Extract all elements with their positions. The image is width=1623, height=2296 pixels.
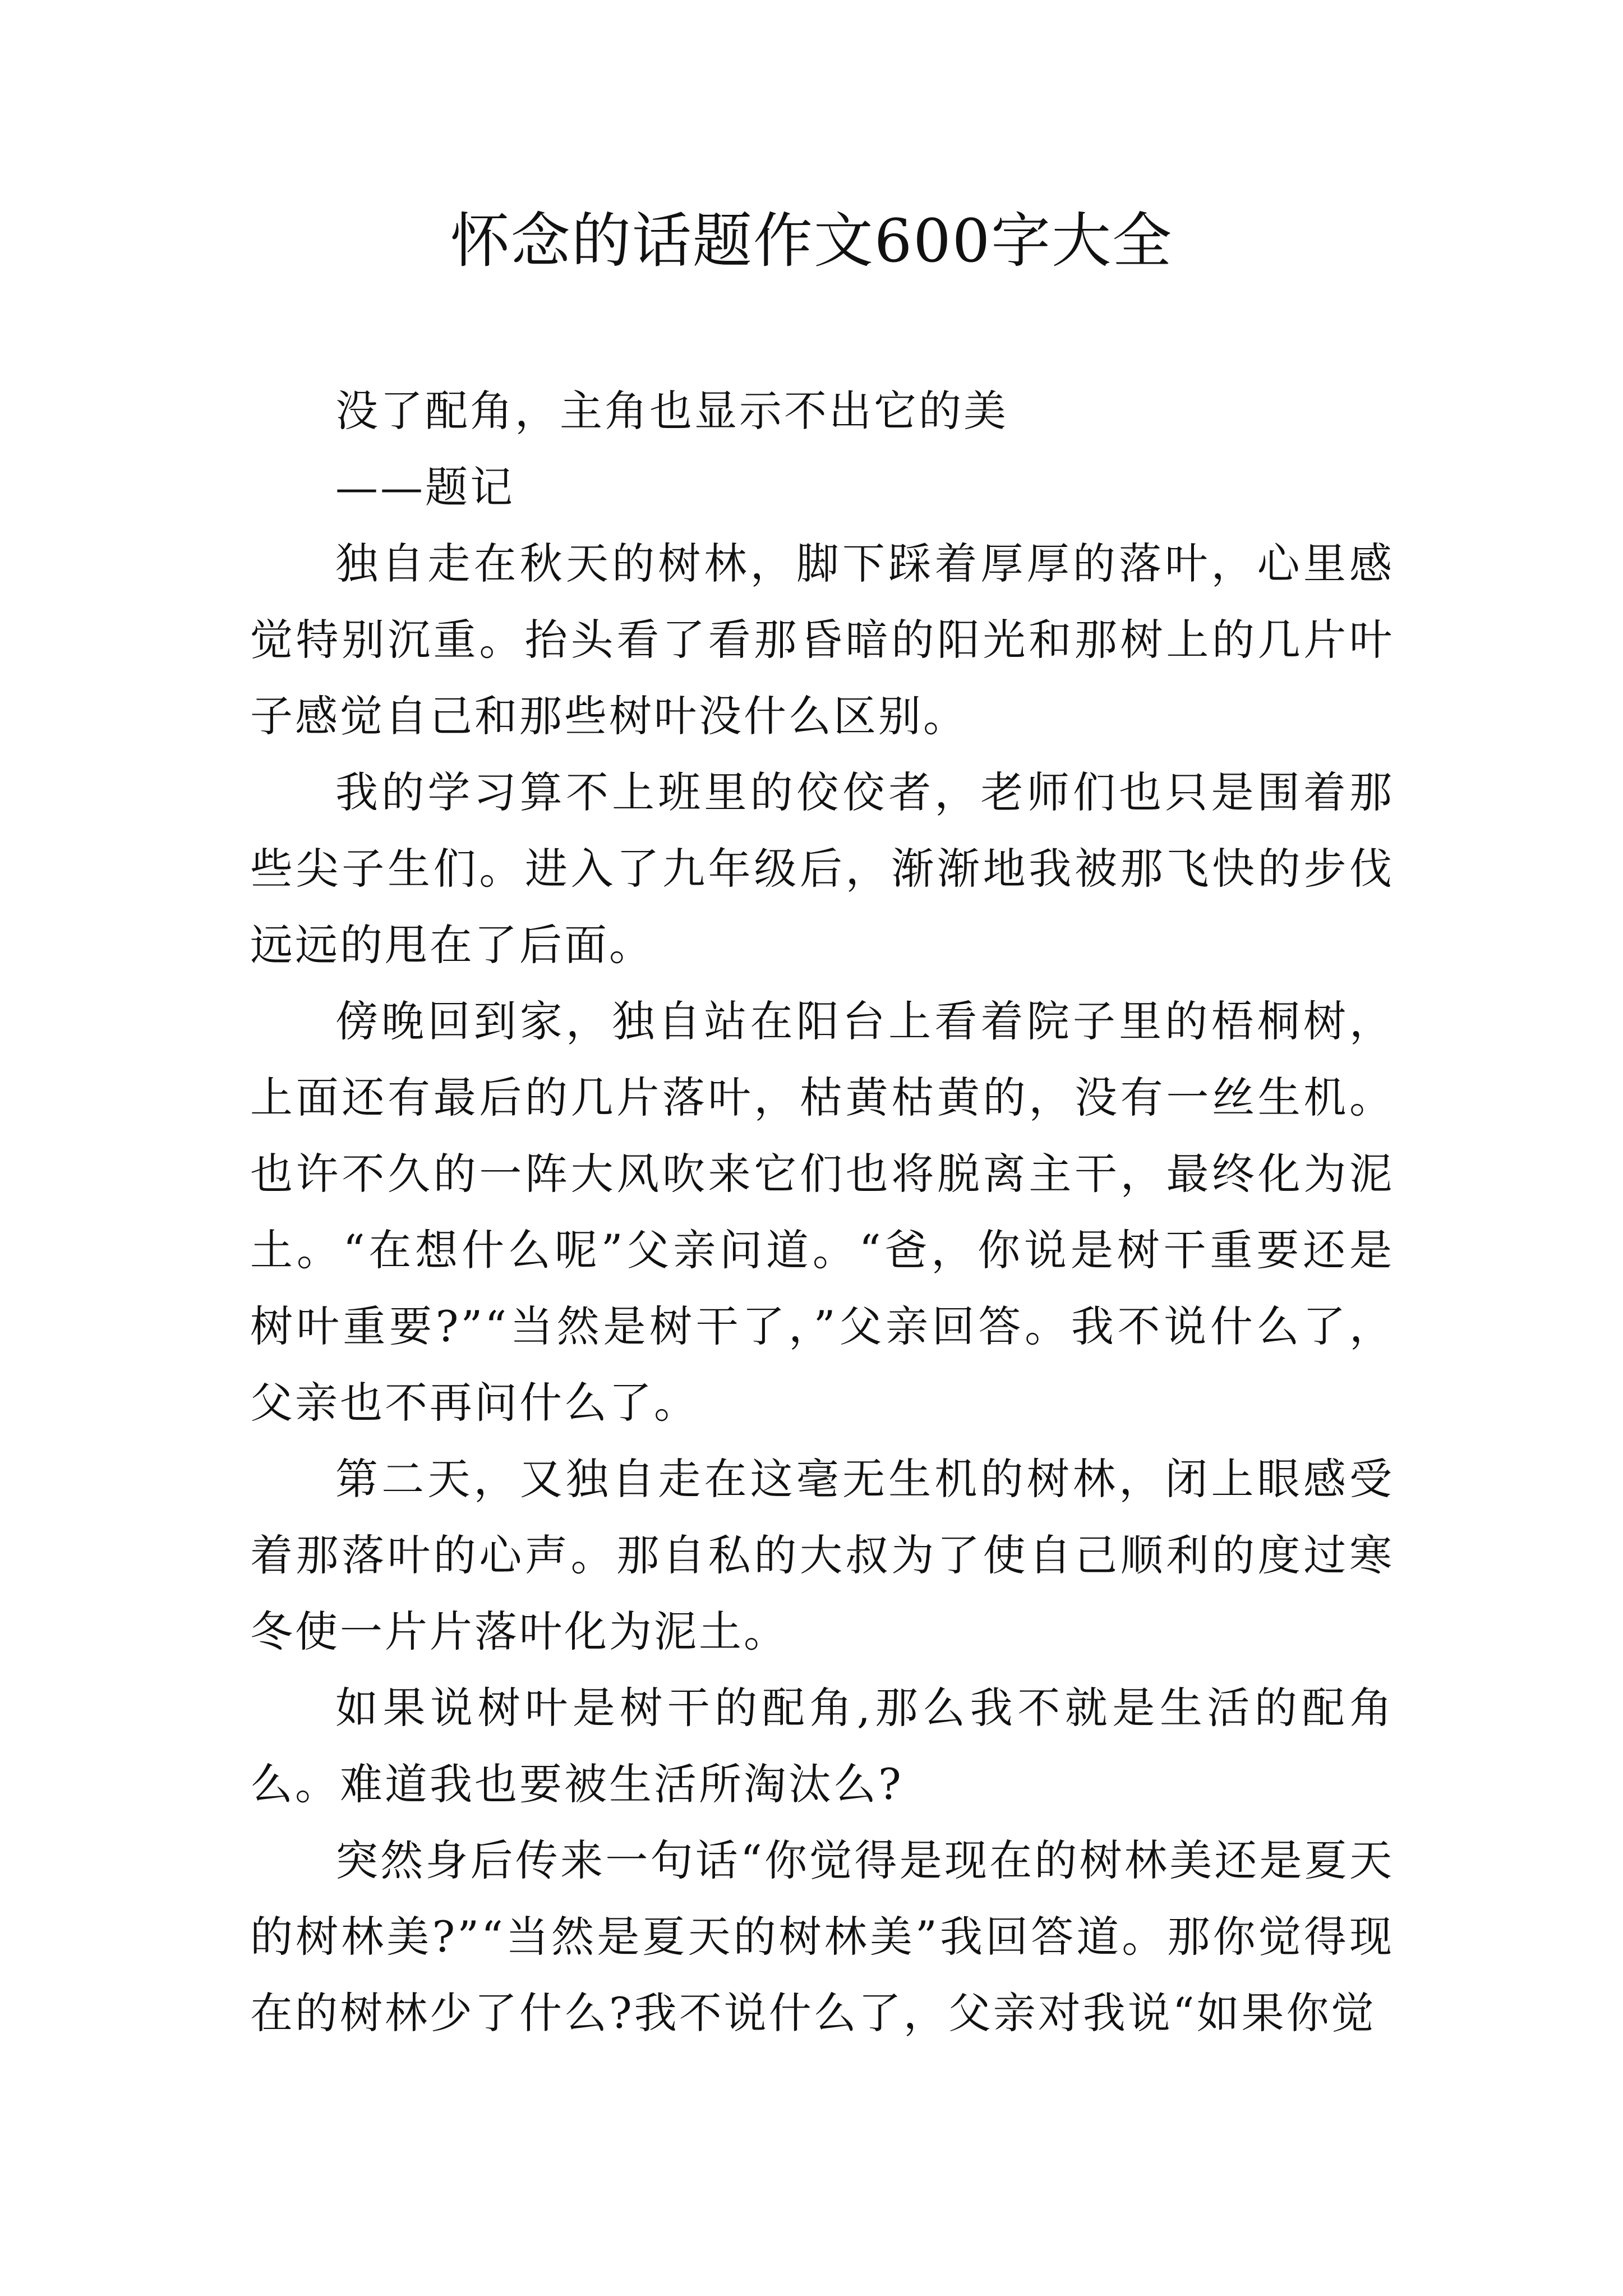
document-body [250, 373, 1394, 2051]
body-paragraph: 傍晚回到家，独自站在阳台上看着院子里的梧桐树，上面还有最后的几片落叶，枯黄枯黄的，没有一丝生机。也许不久的一阵大风吹来它们也将脱离主干，最终化为泥土。“在想什么呢”父亲问道。“爸，你说是树干重要还是树叶重要?”“当然是树干了，”父亲回答。我不说什么了，父亲也不再问什么了。 [250, 996, 1394, 1428]
epigraph-line: 没了配角，主角也显示不出它的美 [335, 386, 1008, 436]
body-paragraph: 如果说树叶是树干的配角,那么我不就是生活的配角么。难道我也要被生活所淘汰么? [250, 1683, 1394, 1809]
document-title: 怀念的话题作文600字大全 [450, 206, 1173, 275]
body-paragraph: 突然身后传来一句话“你觉得是现在的树林美还是夏天的树林美?”“当然是夏天的树林美”我回答道。那你觉得现在的树林少了什么?我不说什么了，父亲对我说“如果你觉 [250, 1835, 1394, 2038]
body-paragraph: 第二天，又独自走在这毫无生机的树林，闭上眼感受着那落叶的心声。那自私的大叔为了使自己顺利的度过寒冬使一片片落叶化为泥土。 [250, 1454, 1394, 1657]
body-paragraph: 独自走在秋天的树林，脚下踩着厚厚的落叶，心里感觉特别沉重。抬头看了看那昏暗的阳光和那树上的几片叶子感觉自己和那些树叶没什么区别。 [250, 539, 1394, 741]
epigraph-attribution: ——题记 [335, 462, 515, 512]
body-paragraph: 我的学习算不上班里的佼佼者，老师们也只是围着那些尖子生们。进入了九年级后，渐渐地我被那飞快的步伐远远的甩在了后面。 [250, 767, 1394, 970]
